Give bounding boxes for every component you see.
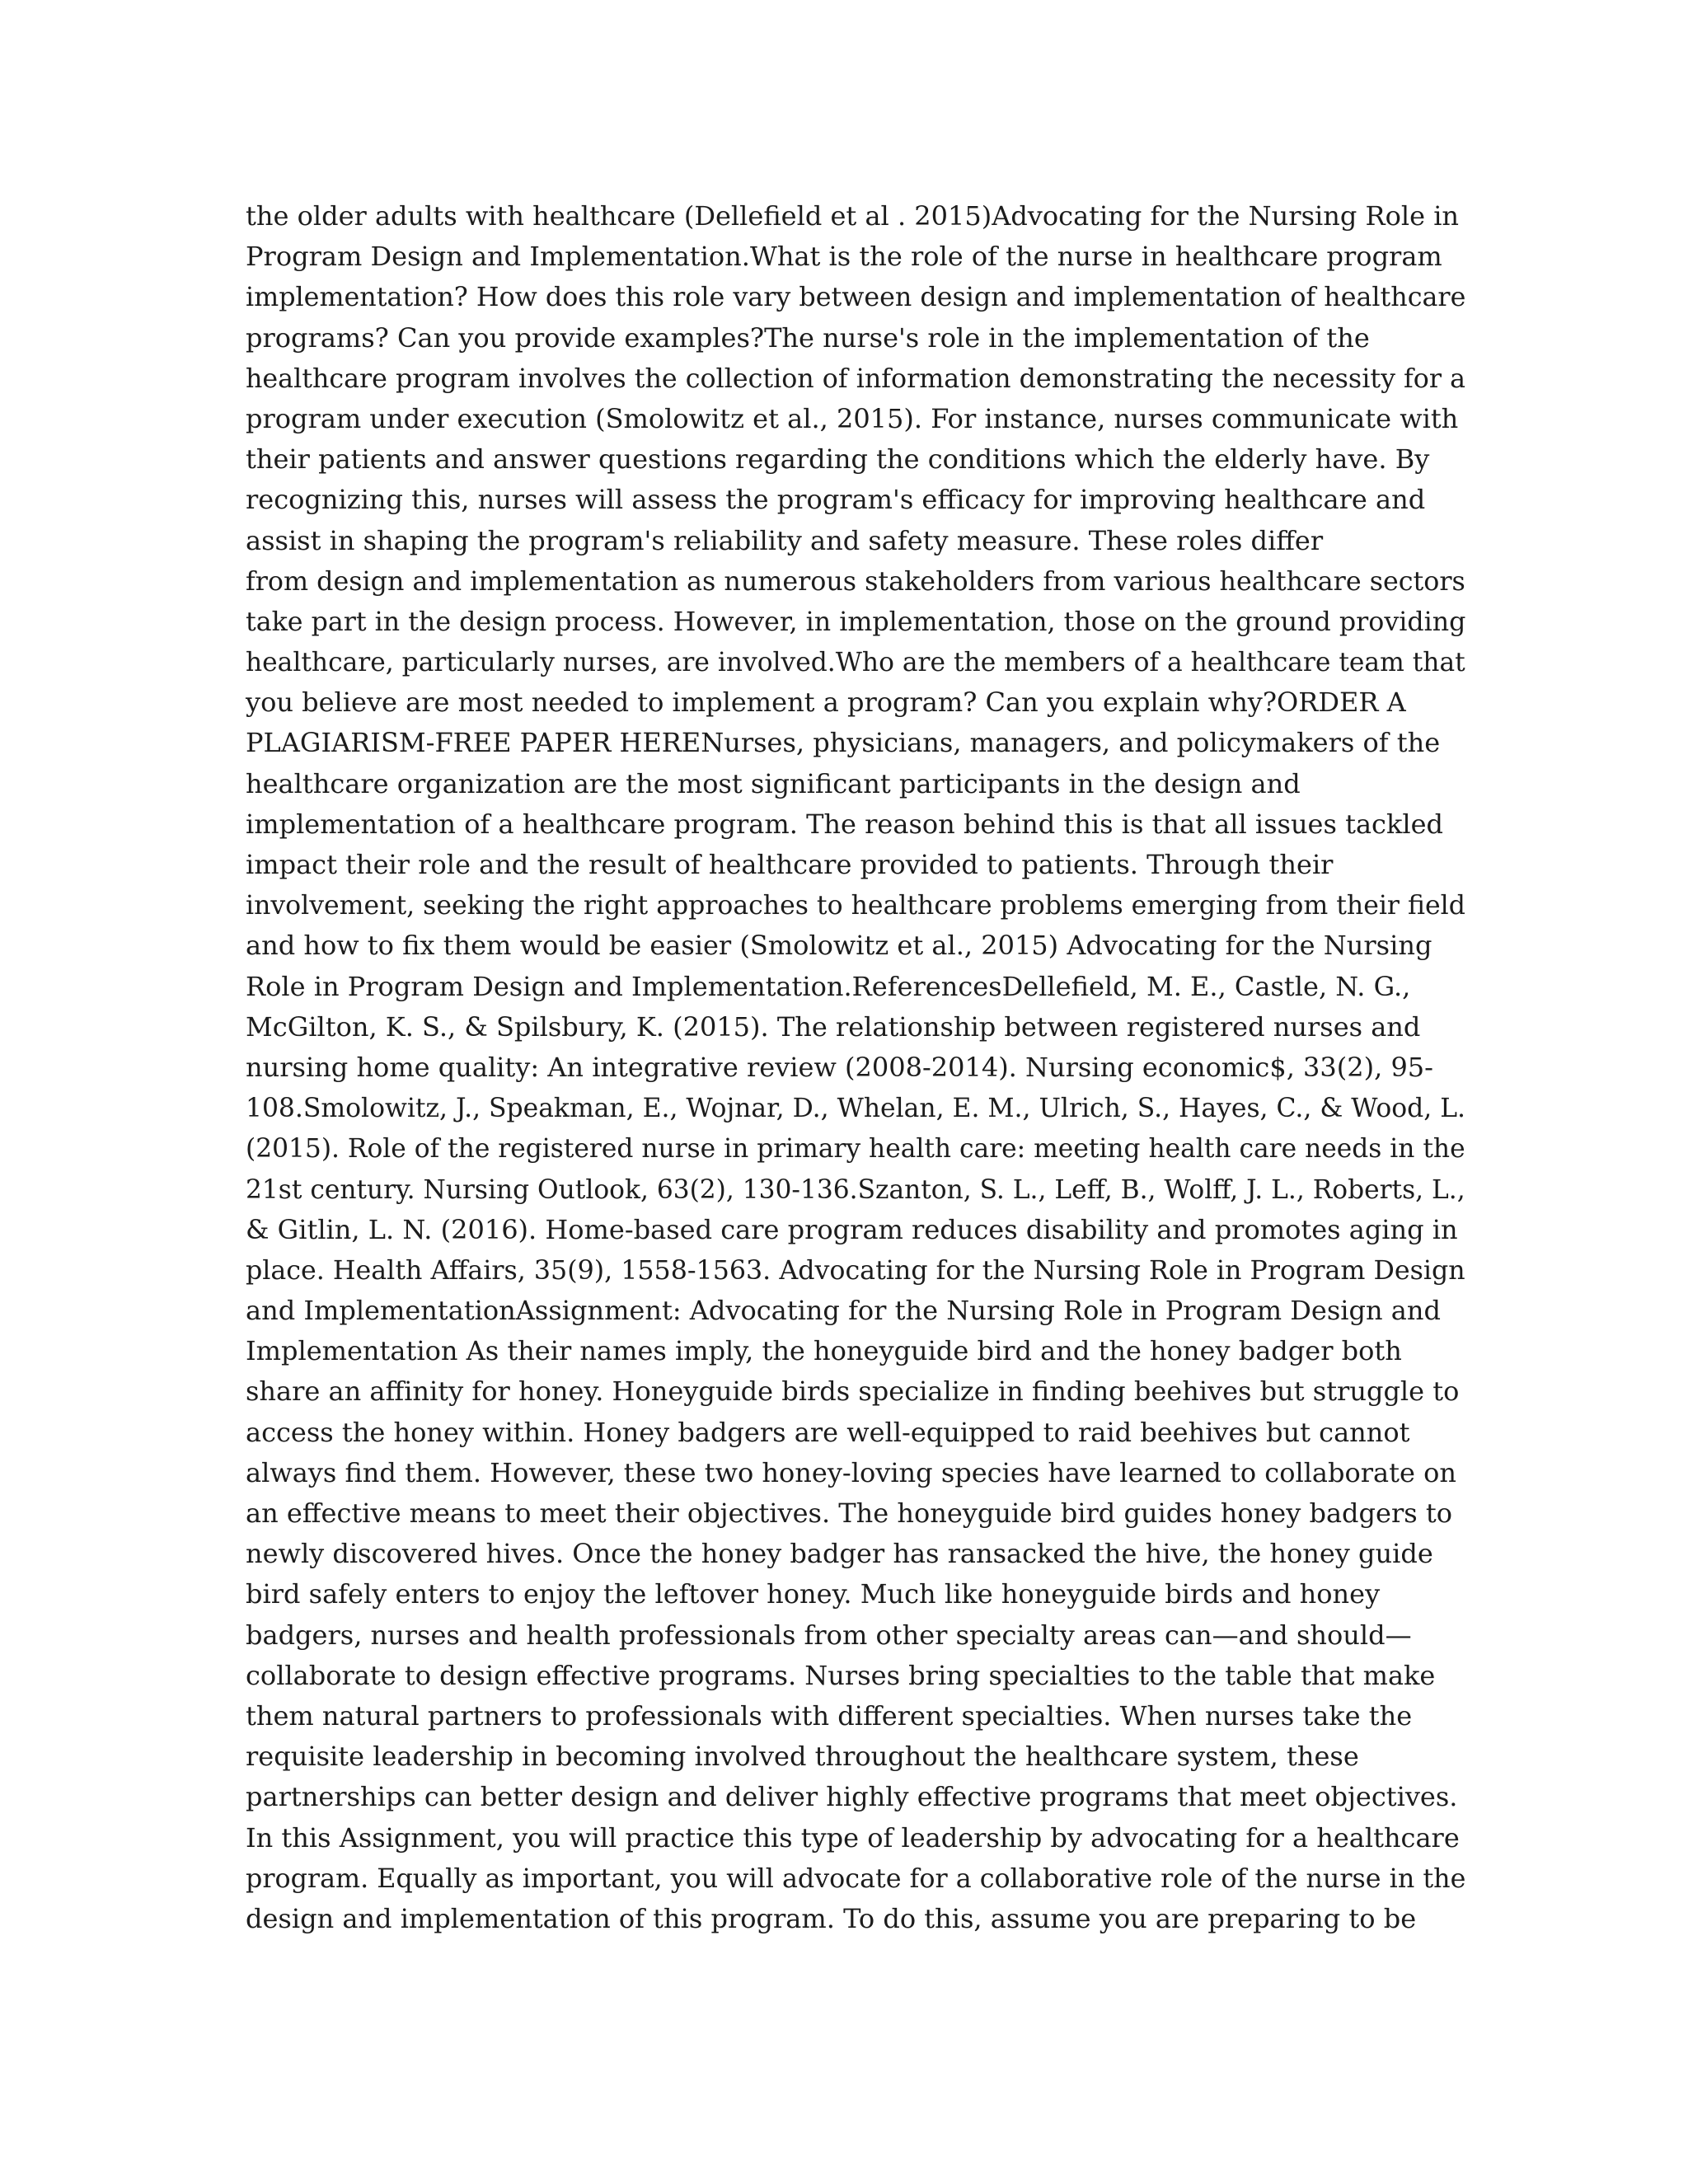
text-line: programs? Can you provide examples?The nurse's role in the implementation of the bbox=[246, 321, 1370, 354]
text-line: assist in shaping the program's reliability and safety measure. These roles differ bbox=[246, 524, 1324, 556]
text-line: healthcare, particularly nurses, are involved.Who are the members of a healthcare team that bbox=[246, 646, 1465, 678]
text-line: them natural partners to professionals with different specialties. When nurses take the bbox=[246, 1699, 1413, 1732]
text-line: partnerships can better design and deliver highly effective programs that meet objectives. bbox=[246, 1781, 1458, 1813]
text-line: and ImplementationAssignment: Advocating for the Nursing Role in Program Design and bbox=[246, 1295, 1441, 1327]
text-line: newly discovered hives. Once the honey badger has ransacked the hive, the honey guide bbox=[246, 1538, 1433, 1570]
text-line: requisite leadership in becoming involved throughout the healthcare system, these bbox=[246, 1741, 1359, 1773]
text-line: design and implementation of this program. To do this, assume you are preparing to be bbox=[246, 1902, 1417, 1934]
text-line: healthcare program involves the collection of information demonstrating the necessity for a bbox=[246, 362, 1465, 394]
text-line: healthcare organization are the most significant participants in the design and bbox=[246, 767, 1301, 799]
text-line: access the honey within. Honey badgers are well-equipped to raid beehives but cannot bbox=[246, 1416, 1410, 1448]
text-line: from design and implementation as numerous stakeholders from various healthcare sectors bbox=[246, 565, 1465, 597]
text-line: take part in the design process. However, in implementation, those on the ground providing bbox=[246, 605, 1466, 637]
text-line: PLAGIARISM-FREE PAPER HERENurses, physicians, managers, and policymakers of the bbox=[246, 727, 1441, 759]
text-line: 21st century. Nursing Outlook, 63(2), 130-136.Szanton, S. L., Leff, B., Wolff, J. L., Roberts, L., bbox=[246, 1173, 1465, 1205]
text-line: you believe are most needed to implement a program? Can you explain why?ORDER A bbox=[246, 687, 1406, 719]
text-line: always find them. However, these two honey-loving species have learned to collaborate on bbox=[246, 1456, 1456, 1488]
text-line: implementation of a healthcare program. The reason behind this is that all issues tackled bbox=[246, 808, 1443, 840]
text-line: implementation? How does this role vary between design and implementation of healthcare bbox=[246, 281, 1466, 313]
text-line: share an affinity for honey. Honeyguide birds specialize in finding beehives but struggle to bbox=[246, 1376, 1460, 1408]
text-line: & Gitlin, L. N. (2016). Home-based care program reduces disability and promotes aging in bbox=[246, 1213, 1458, 1245]
text-line: Program Design and Implementation.What is the role of the nurse in healthcare program bbox=[246, 241, 1442, 273]
text-line: 108.Smolowitz, J., Speakman, E., Wojnar, D., Whelan, E. M., Ulrich, S., Hayes, C., & Wood, L. bbox=[246, 1092, 1466, 1124]
text-line: their patients and answer questions regarding the conditions which the elderly have. By bbox=[246, 443, 1430, 476]
text-line: recognizing this, nurses will assess the program's efficacy for improving healthcare and bbox=[246, 484, 1426, 516]
text-line: Role in Program Design and Implementation.ReferencesDellefield, M. E., Castle, N. G., bbox=[246, 970, 1411, 1002]
text-line: In this Assignment, you will practice this type of leadership by advocating for a healthcare bbox=[246, 1821, 1460, 1854]
text-line: and how to fix them would be easier (Smolowitz et al., 2015) Advocating for the Nursing bbox=[246, 930, 1432, 962]
text-line: an effective means to meet their objectives. The honeyguide bird guides honey badgers to bbox=[246, 1497, 1452, 1529]
body-text bbox=[246, 196, 1466, 1939]
text-line: Implementation As their names imply, the honeyguide bird and the honey badger both bbox=[246, 1335, 1402, 1367]
text-line: involvement, seeking the right approaches to healthcare problems emerging from their field bbox=[246, 889, 1465, 921]
text-line: McGilton, K. S., & Spilsbury, K. (2015). The relationship between registered nurses and bbox=[246, 1010, 1421, 1043]
text-line: the older adults with healthcare (Dellefield et al . 2015)Advocating for the Nursing Role in bbox=[246, 200, 1460, 232]
text-line: impact their role and the result of healthcare provided to patients. Through their bbox=[246, 849, 1334, 880]
text-line: bird safely enters to enjoy the leftover honey. Much like honeyguide birds and honey bbox=[246, 1578, 1381, 1610]
text-line: program. Equally as important, you will advocate for a collaborative role of the nurse in the bbox=[246, 1862, 1466, 1894]
text-line: collaborate to design effective programs. Nurses bring specialties to the table that make bbox=[246, 1659, 1436, 1691]
text-line: badgers, nurses and health professionals from other specialty areas can—and should— bbox=[246, 1619, 1412, 1651]
text-line: (2015). Role of the registered nurse in primary health care: meeting health care needs in the bbox=[246, 1132, 1465, 1165]
text-line: program under execution (Smolowitz et al., 2015). For instance, nurses communicate with bbox=[246, 402, 1459, 434]
text-line: nursing home quality: An integrative review (2008-2014). Nursing economic$, 33(2), 95- bbox=[246, 1051, 1433, 1083]
text-line: place. Health Affairs, 35(9), 1558-1563. Advocating for the Nursing Role in Program Design bbox=[246, 1254, 1465, 1286]
